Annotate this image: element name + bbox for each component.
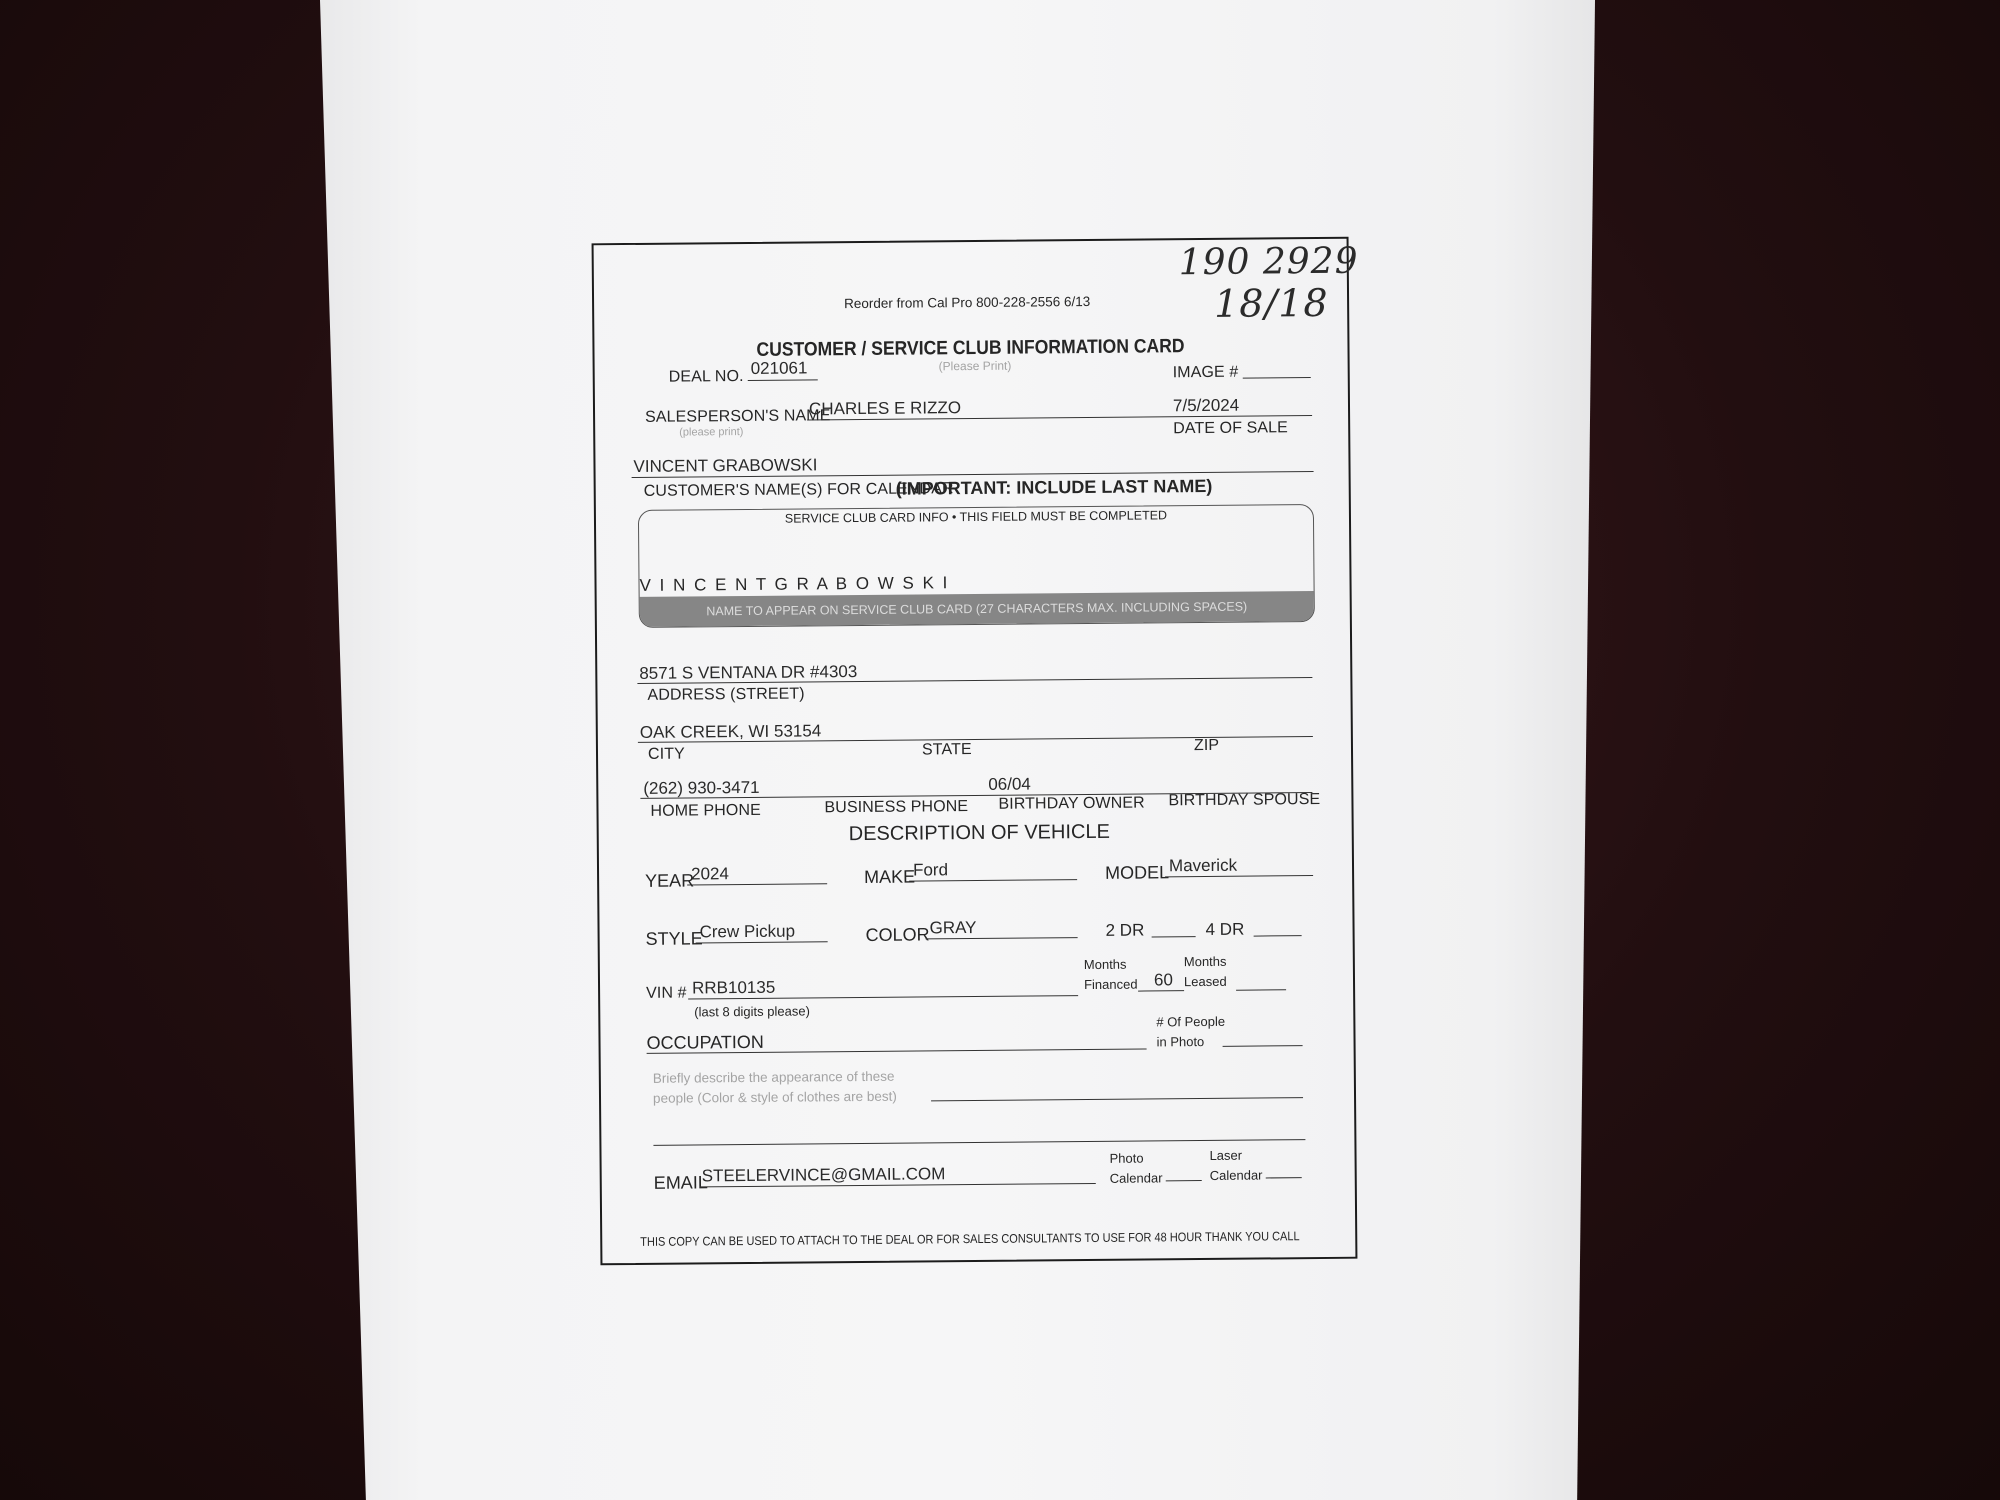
people-in-photo-field[interactable] <box>1223 1045 1303 1047</box>
zip-label: ZIP <box>1193 736 1220 755</box>
salesperson-note: (please print) <box>679 426 744 439</box>
city-label: CITY <box>647 745 685 763</box>
occupation-label: OCCUPATION <box>646 1031 764 1053</box>
city-state-zip-value[interactable]: OAK CREEK, WI 53154 <box>639 721 822 742</box>
reorder-text: Reorder from Cal Pro 800-228-2556 6/13 <box>844 293 1091 312</box>
people-in-photo-label-2: in Photo <box>1156 1034 1205 1050</box>
important-note: (IMPORTANT: INCLUDE LAST NAME) <box>895 475 1213 499</box>
photo-calendar-label-1: Photo <box>1109 1150 1144 1166</box>
state-label: STATE <box>921 741 972 759</box>
image-number-field[interactable] <box>1243 377 1311 379</box>
please-print-note: (Please Print) <box>938 358 1012 374</box>
months-financed-label-1: Months <box>1083 956 1127 973</box>
deal-no-value[interactable]: 021061 <box>750 358 808 378</box>
salesperson-label: SALESPERSON'S NAME <box>645 407 831 426</box>
describe-note-1: Briefly describe the appearance of these <box>652 1068 895 1086</box>
date-of-sale-value[interactable]: 7/5/2024 <box>1172 395 1240 416</box>
handwritten-number: 190 2929 <box>1178 240 1359 284</box>
handwritten-fraction: 18/18 <box>1213 280 1329 326</box>
laser-calendar-label-1: Laser <box>1209 1147 1243 1163</box>
describe-field-2[interactable] <box>653 1139 1305 1146</box>
model-label: MODEL <box>1104 862 1170 883</box>
card-title: CUSTOMER / SERVICE CLUB INFORMATION CARD <box>756 335 1185 361</box>
salesperson-value[interactable]: CHARLES E RIZZO <box>808 398 962 419</box>
style-value[interactable]: Crew Pickup <box>699 921 796 942</box>
service-club-box <box>638 504 1315 628</box>
two-door-label: 2 DR <box>1105 920 1145 940</box>
email-label: EMAIL <box>653 1172 708 1193</box>
email-value[interactable]: STEELERVINCE@GMAIL.COM <box>701 1164 946 1186</box>
model-value[interactable]: Maverick <box>1168 855 1238 876</box>
birthday-owner-value[interactable]: 06/04 <box>988 774 1031 794</box>
image-number-label: IMAGE # <box>1172 363 1239 382</box>
vehicle-section-title: DESCRIPTION OF VEHICLE <box>848 820 1110 846</box>
people-in-photo-label-1: # Of People <box>1156 1013 1226 1030</box>
make-value[interactable]: Ford <box>912 860 949 880</box>
photo-calendar-field[interactable] <box>1166 1180 1202 1181</box>
describe-field[interactable] <box>931 1097 1303 1101</box>
customer-name-label: CUSTOMER'S NAME(S) FOR CALENDAR <box>643 480 954 500</box>
deal-no-label: DEAL NO. <box>668 368 744 386</box>
four-door-field[interactable] <box>1254 935 1302 936</box>
color-value[interactable]: GRAY <box>929 917 977 938</box>
months-financed-label-2: Financed <box>1083 976 1138 993</box>
customer-name-value[interactable]: VINCENT GRABOWSKI <box>633 455 818 476</box>
four-door-label: 4 DR <box>1205 919 1245 939</box>
vin-value[interactable]: RRB10135 <box>691 977 776 998</box>
birthday-spouse-label: BIRTHDAY SPOUSE <box>1168 790 1321 810</box>
laser-calendar-label-2: Calendar <box>1209 1167 1263 1183</box>
service-club-card <box>592 237 1358 1266</box>
style-label: STYLE <box>645 928 703 949</box>
describe-note-2: people (Color & style of clothes are best) <box>652 1088 897 1106</box>
months-financed-value[interactable]: 60 <box>1153 970 1174 990</box>
date-of-sale-label: DATE OF SALE <box>1173 419 1288 438</box>
business-phone-label: BUSINESS PHONE <box>824 798 969 817</box>
year-label: YEAR <box>645 870 695 891</box>
make-label: MAKE <box>864 866 916 887</box>
home-phone-label: HOME PHONE <box>650 801 761 820</box>
months-leased-label-2: Leased <box>1183 973 1227 990</box>
months-leased-label-1: Months <box>1183 953 1227 970</box>
home-phone-value[interactable]: (262) 930-3471 <box>643 777 760 798</box>
service-club-name[interactable]: V I N C E N T G R A B O W S K I <box>639 573 950 595</box>
year-value[interactable]: 2024 <box>690 864 729 884</box>
birthday-owner-label: BIRTHDAY OWNER <box>998 794 1145 813</box>
service-club-title: SERVICE CLUB CARD INFO • THIS FIELD MUST BE COMPLETED <box>784 508 1168 526</box>
footer-note: THIS COPY CAN BE USED TO ATTACH TO THE DEAL OR FOR SALES CONSULTANTS TO USE FOR 48 HOUR THANK YOU CALL <box>640 1229 1300 1249</box>
vin-label: VIN # <box>646 984 687 1002</box>
laser-calendar-field[interactable] <box>1266 1177 1302 1178</box>
vin-note: (last 8 digits please) <box>694 1003 810 1020</box>
service-club-bar: NAME TO APPEAR ON SERVICE CLUB CARD (27 CHARACTERS MAX. INCLUDING SPACES) <box>640 591 1314 627</box>
photo-calendar-label-2: Calendar <box>1109 1170 1163 1186</box>
months-leased-field[interactable] <box>1236 989 1286 990</box>
color-label: COLOR <box>865 924 930 945</box>
address-value[interactable]: 8571 S VENTANA DR #4303 <box>639 662 858 683</box>
two-door-field[interactable] <box>1152 936 1196 937</box>
address-label: ADDRESS (STREET) <box>647 685 805 704</box>
